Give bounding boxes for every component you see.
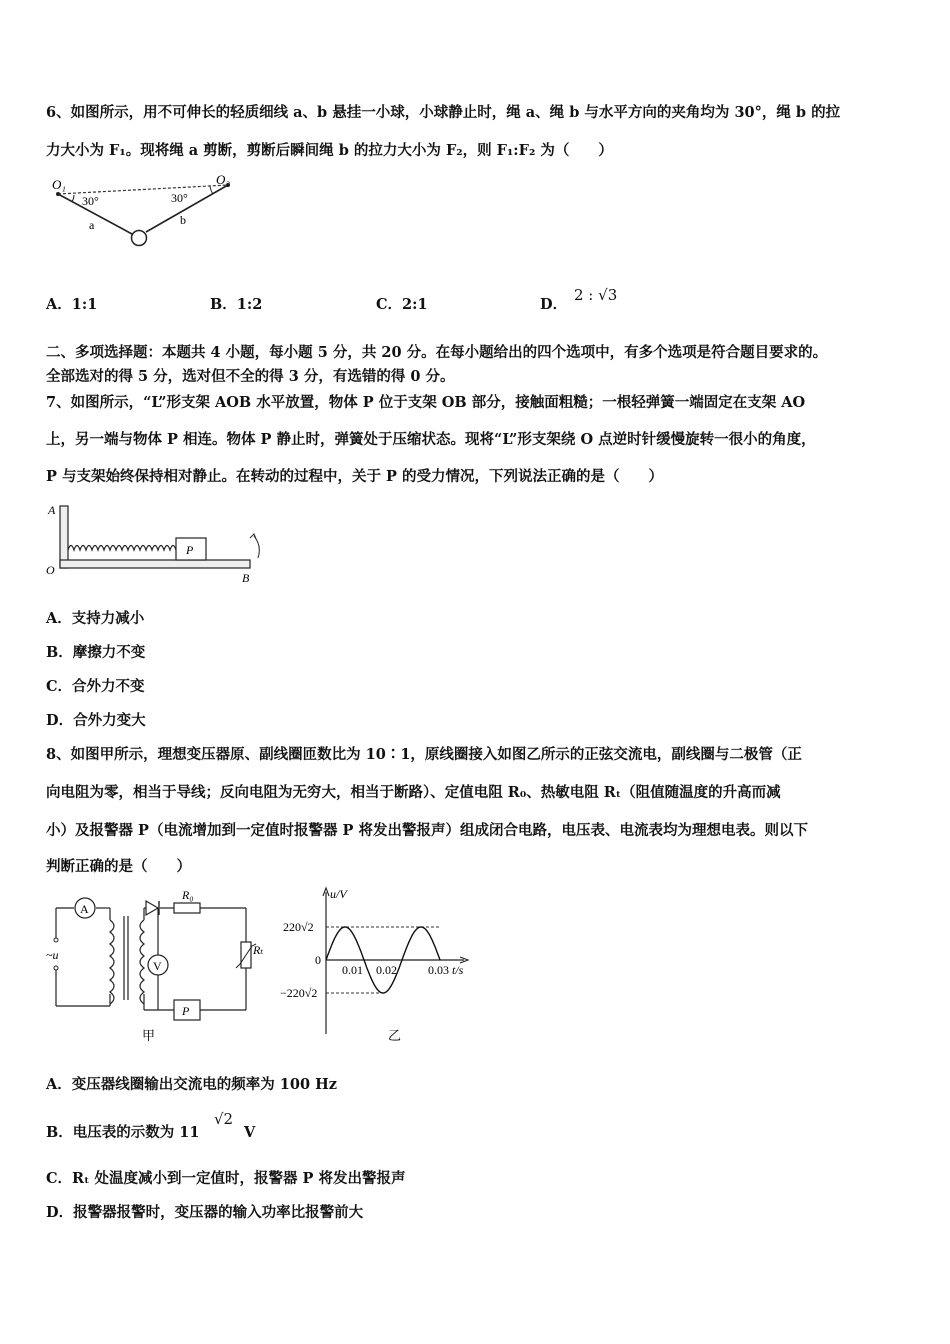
q8-caption-yi: 乙 (388, 1028, 402, 1043)
q6-dashed-ceiling (58, 185, 228, 194)
q8-line2: 向电阻为零，相当于导线；反向电阻为无穷大，相当于断路）、定值电阻 R₀、热敏电阻 Rₜ（阻值随温度的升高而减 (46, 784, 781, 801)
q8-r0-label: R₀ (182, 888, 194, 902)
section2-line1: 二、多项选择题：本题共 4 小题，每小题 5 分，共 20 分。在每小题给出的四个选项中，有多个选项是符合题目要求的。 (46, 344, 828, 361)
q6-line2: 力大小为 F₁。现将绳 a 剪断，剪断后瞬间绳 b 的拉力大小为 F₂，则 F₁:F₂ 为（ ） (46, 142, 613, 159)
section2-line2: 全部选对的得 5 分，选对但不全的得 3 分，有选错的得 0 分。 (46, 368, 455, 385)
q8-voltmeter-label: V (153, 959, 162, 973)
q8-graph-x3: 0.03 (428, 963, 449, 977)
q6-label-o2: O₂ (216, 172, 230, 187)
q6-label-o1: O₁ (52, 177, 66, 192)
q8-option-a: A．变压器线圈输出交流电的频率为 100 Hz (46, 1076, 338, 1093)
q7-support-ao (60, 506, 68, 568)
q8-graph-ybottom: −220√2 (280, 986, 318, 1000)
q7-label-b: B (242, 571, 250, 585)
q6-ball (132, 231, 147, 246)
q7-line1: 7、如图所示，“L”形支架 AOB 水平放置，物体 P 位于支架 OB 部分，接触面粗糙；一根轻弹簧一端固定在支架 AO (46, 394, 806, 411)
q7-option-c: C．合外力不变 (46, 678, 145, 695)
q7-label-o: O (46, 563, 55, 577)
q8-option-b: B．电压表的示数为 11 (46, 1124, 200, 1141)
q8-line3: 小）及报警器 P（电流增加到一定值时报警器 P 将发出警报声）组成闭合电路，电压表、电流表均为理想电表。则以下 (46, 822, 808, 839)
q8-circuit (40, 884, 280, 1046)
q6-angle-right: 30° (171, 191, 188, 205)
q8-caption-jia: 甲 (142, 1028, 156, 1043)
q6-label-b: b (180, 213, 186, 227)
q7-option-b: B．摩擦力不变 (46, 644, 146, 661)
q8-option-c: C．Rₜ 处温度减小到一定值时，报警器 P 将发出警报声 (46, 1170, 406, 1187)
q6-label-a: a (89, 218, 95, 232)
q7-figure (40, 500, 270, 590)
q6-angle-left: 30° (82, 194, 99, 208)
q6-option-c: C．2:1 (376, 296, 428, 313)
q8-graph (280, 884, 480, 1046)
q8-secondary-coil (140, 920, 144, 1004)
q6-anchor-o1 (56, 192, 60, 196)
q6-option-a: A．1:1 (46, 296, 98, 313)
q8-line4: 判断正确的是（ ） (46, 858, 191, 875)
q7-option-d: D．合外力变大 (46, 712, 146, 729)
q7-label-p: P (186, 543, 194, 557)
q8-graph-ylabel: u/V (330, 887, 347, 901)
q7-rotation-arrow (254, 536, 259, 558)
q8-source-label: ~u (46, 948, 59, 962)
q6-figure (44, 172, 244, 252)
q6-option-d: D． (540, 296, 568, 313)
q8-ammeter-label: A (80, 902, 89, 916)
q7-option-a: A．支持力减小 (46, 610, 145, 627)
q6-line1: 6、如图所示，用不可伸长的轻质细线 a、b 悬挂一小球，小球静止时，绳 a、绳 b 与水平方向的夹角均为 30°，绳 b 的拉 (46, 104, 841, 121)
q8-option-b-unit: V (244, 1124, 256, 1141)
q8-graph-x2: 0.02 (376, 963, 397, 977)
q8-option-d: D．报警器报警时，变压器的输入功率比报警前大 (46, 1204, 364, 1221)
q8-resistor-r0 (174, 903, 200, 913)
q7-line3: P 与支架始终保持相对静止。在转动的过程中，关于 P 的受力情况，下列说法正确的是（ ） (46, 468, 663, 485)
q8-option-b-root: √2 (214, 1110, 234, 1128)
q7-label-a: A (48, 503, 56, 517)
q8-alarm-label: P (182, 1004, 190, 1018)
q8-line1: 8、如图甲所示，理想变压器原、副线圈匝数比为 10∶1，原线圈接入如图乙所示的正弦交流电，副线圈与二极管（正 (46, 746, 802, 763)
q8-rt-label: Rₜ (253, 943, 264, 957)
q7-support-ob (60, 560, 250, 568)
q8-graph-yzero: 0 (315, 953, 321, 967)
q8-graph-ytop: 220√2 (283, 920, 314, 934)
q6-option-d-value: 2 : √3 (574, 286, 618, 304)
q8-graph-x1: 0.01 (342, 963, 363, 977)
q7-line2: 上，另一端与物体 P 相连。物体 P 静止时，弹簧处于压缩状态。现将“L”形支架绕 O 点逆时针缓慢旋转一很小的角度， (46, 431, 816, 448)
q6-option-b: B．1:2 (210, 296, 263, 313)
q8-primary-coil (110, 920, 114, 1004)
q8-graph-xlabel: t/s (452, 963, 464, 977)
q8-diode (146, 901, 159, 915)
